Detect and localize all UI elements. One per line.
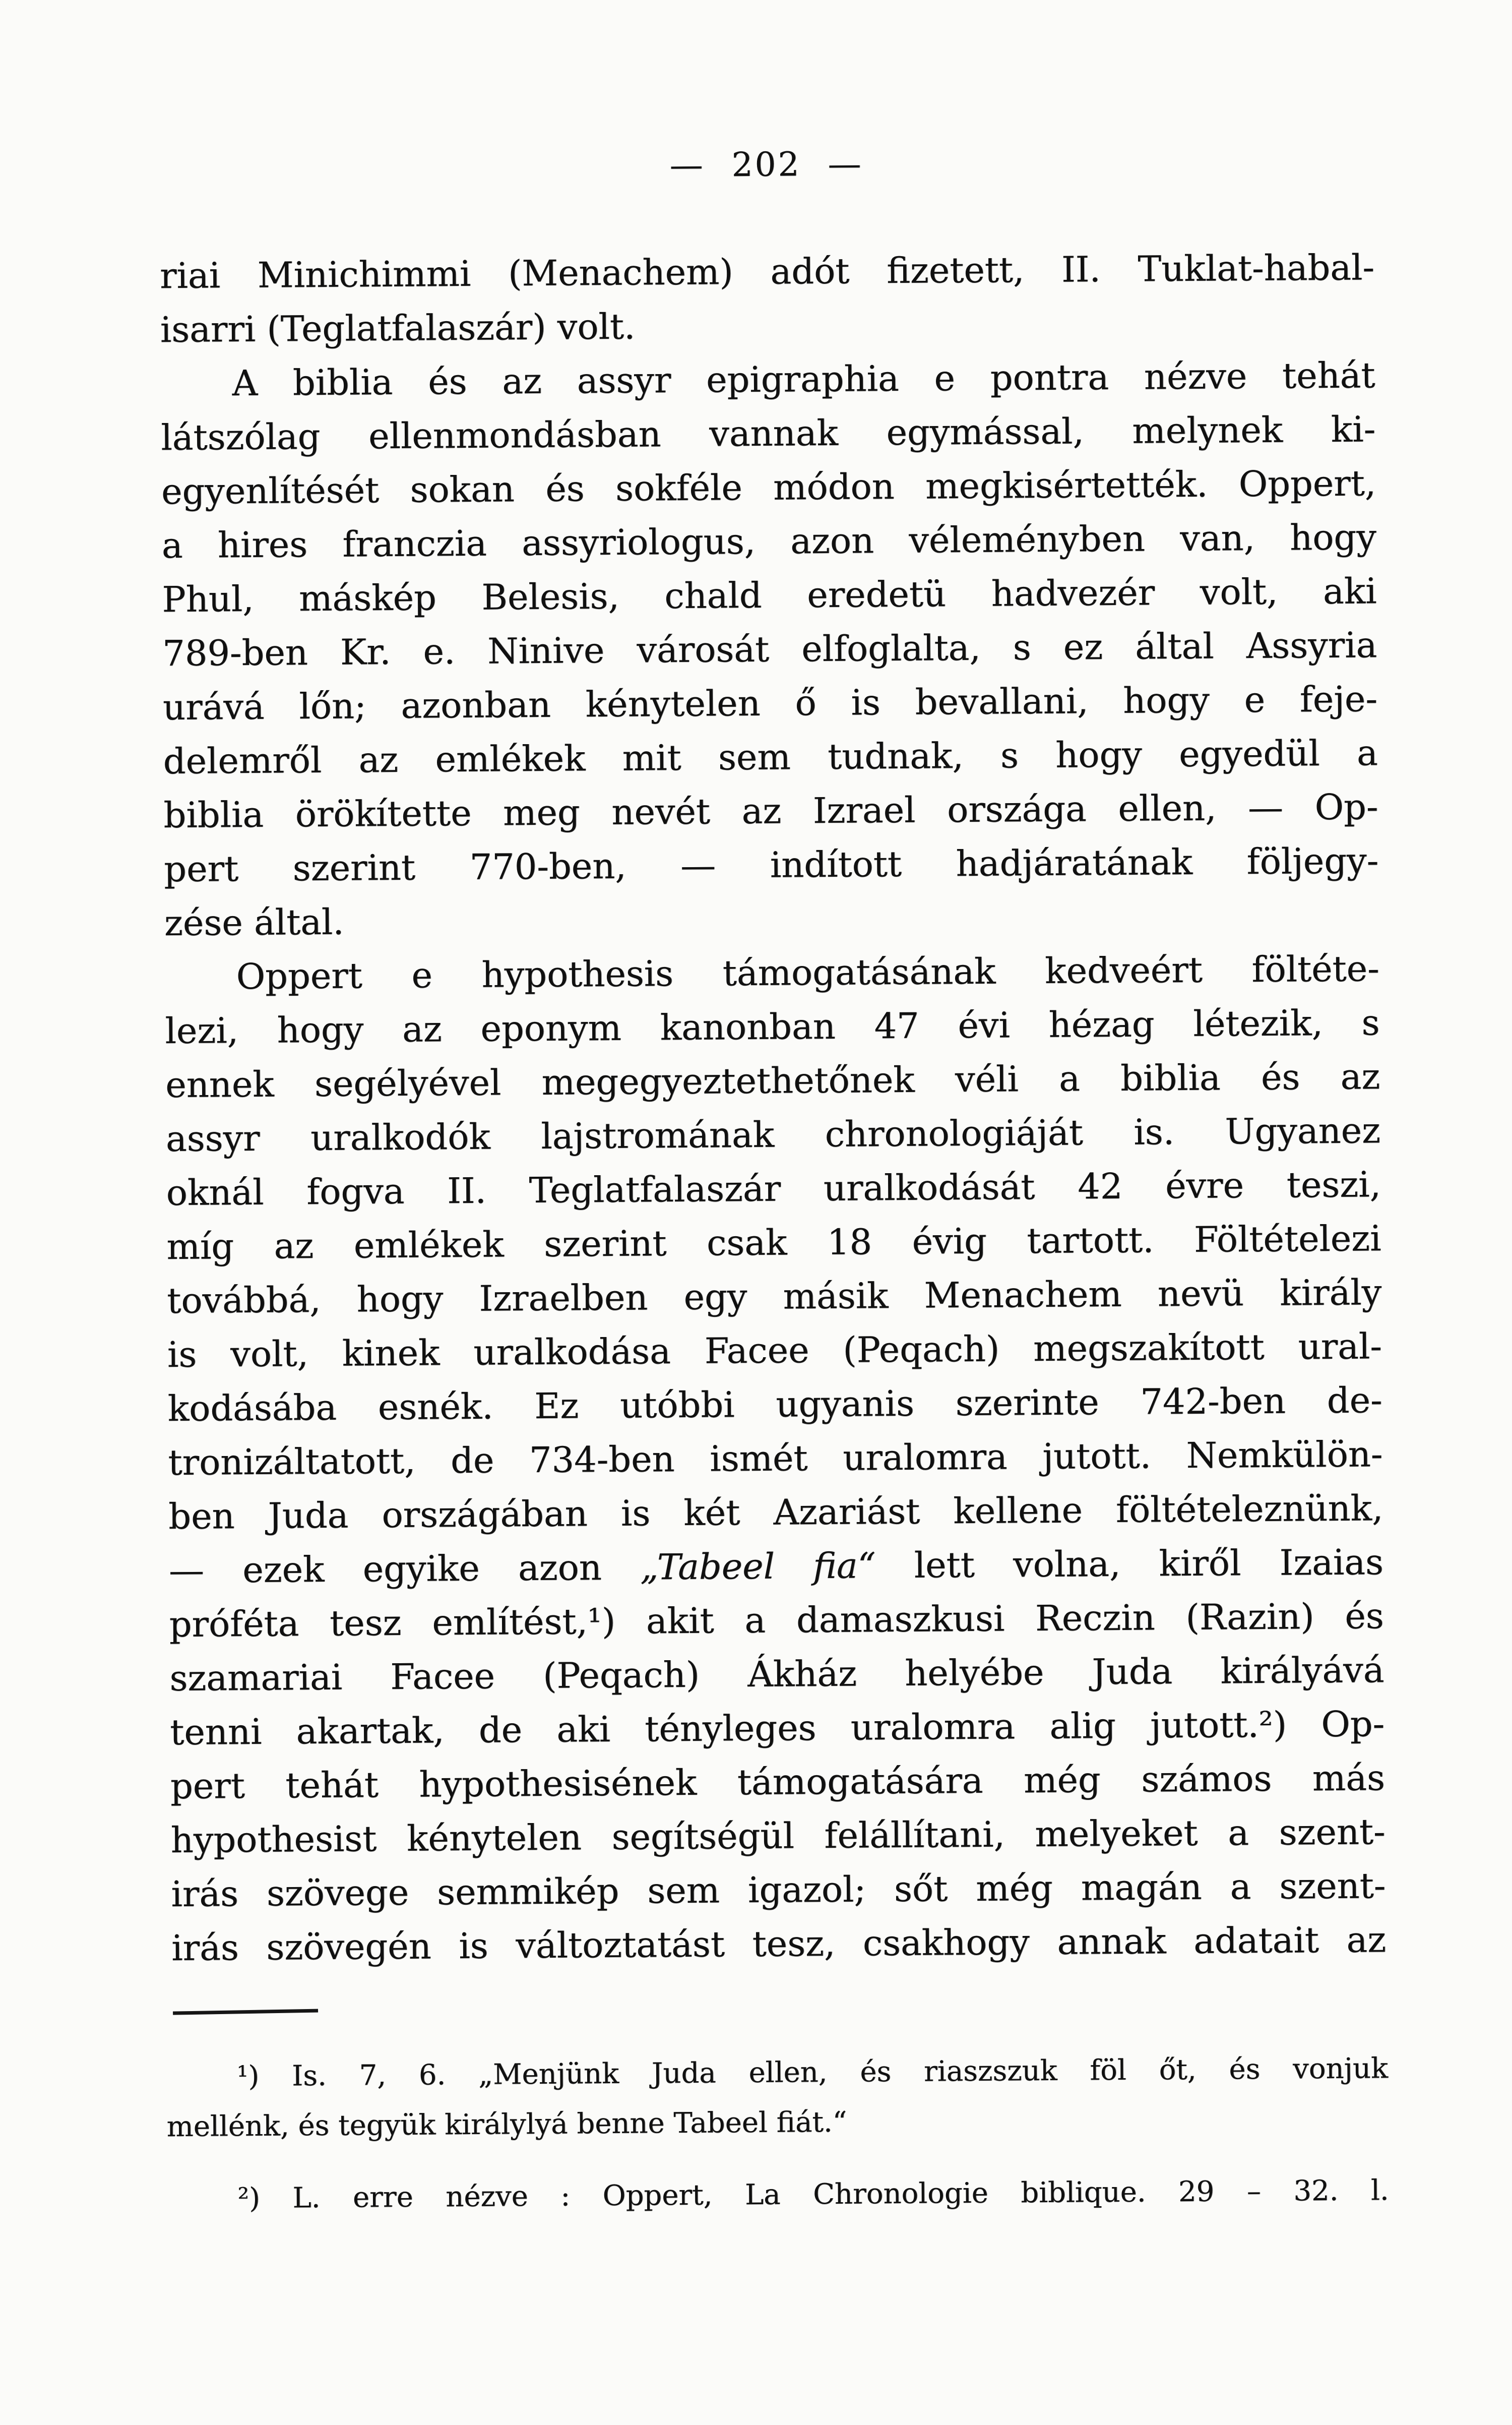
text-line [166, 1158, 1381, 1220]
text-line [165, 996, 1380, 1058]
footnote-line [167, 2165, 1389, 2224]
text-segment: próféta tesz említést,¹) akit a damaszkusi Reczin (Razin) és [169, 1595, 1384, 1646]
text-segment: is volt, kinek uralkodása Facee (Peqach) megszakított ural- [167, 1325, 1382, 1376]
text-segment: urává lőn; azonban kénytelen ő is bevallani, hogy e feje- [162, 678, 1378, 729]
text-line [162, 618, 1377, 681]
text-segment: lezi, hogy az eponym kanonban 47 évi hézag létezik, s [165, 1002, 1380, 1052]
text-segment: irás szövege semmikép sem igazol; sőt még magán a szent- [171, 1865, 1386, 1915]
text-line [163, 780, 1378, 842]
text-segment: biblia örökítette meg nevét az Izrael országa ellen, — Op- [163, 786, 1378, 836]
text-line [171, 1859, 1386, 1921]
text-line [167, 1265, 1382, 1328]
text-segment: ¹) Is. 7, 6. „Menjünk Juda ellen, és riaszszuk föl őt, és vonjuk [236, 2052, 1389, 2093]
text-segment: pert tehát hypothesisének támogatására még számos más [170, 1757, 1385, 1807]
body-text [160, 240, 1387, 1975]
text-segment: oknál fogva II. Teglatfalaszár uralkodását 42 évre teszi, [166, 1164, 1381, 1214]
footnotes [166, 2043, 1389, 2224]
text-line [161, 456, 1376, 519]
text-segment: hypothesist kénytelen segítségül felállítani, melyeket a szent- [170, 1811, 1385, 1861]
text-line [166, 1104, 1381, 1166]
text-segment: a hires franczia assyriologus, azon véleményben van, hogy [161, 516, 1376, 567]
text-line [168, 1427, 1383, 1490]
text-segment: pert szerint 770-ben, — indított hadjáratának följegy- [163, 840, 1379, 890]
text-line [165, 1050, 1380, 1112]
text-segment: isarri (Teglatfalaszár) volt. [160, 306, 636, 351]
text-line [167, 1373, 1382, 1436]
text-segment: riai Minichimmi (Menachem) adót fizetett, II. Tuklat-habal- [159, 247, 1375, 297]
text-segment: szamariai Facee (Peqach) Ákház helyébe Juda királyává [169, 1649, 1384, 1700]
text-segment: ennek segélyével megegyeztethetőnek véli a biblia és az [165, 1056, 1380, 1106]
text-segment: ben Juda országában is két Azariást kellene föltételeznünk, [168, 1487, 1383, 1538]
text-line [162, 564, 1377, 627]
text-line [166, 1211, 1381, 1274]
text-segment: tronizáltatott, de 734-ben ismét uralomra jutott. Nemkülön- [168, 1433, 1383, 1484]
text-line [161, 510, 1376, 573]
text-line [160, 240, 1375, 303]
text-line [170, 1697, 1385, 1760]
text-line [170, 1751, 1385, 1813]
text-segment: tenni akartak, de aki tényleges uralomra alig jutott.²) Op- [169, 1703, 1385, 1753]
text-line [163, 672, 1378, 735]
text-segment: kodásába esnék. Ez utóbbi ugyanis szerinte 742-ben de- [167, 1379, 1382, 1430]
footnote-line [166, 2043, 1389, 2102]
text-segment: míg az emlékek szerint csak 18 évig tartott. Föltételezi [166, 1218, 1381, 1268]
text-segment: továbbá, hogy Izraelben egy másik Menachem nevü király [166, 1271, 1382, 1322]
text-line [167, 1319, 1382, 1382]
text-segment: Oppert e hypothesis támogatásának kedveért föltéte- [236, 948, 1379, 998]
text-line [163, 726, 1378, 789]
text-line [169, 1643, 1384, 1706]
text-line [160, 348, 1375, 411]
text-segment: mellénk, és tegyük királylyá benne Tabeel fiát.“ [166, 2105, 847, 2144]
text-segment: — ezek egyike azon [168, 1546, 641, 1592]
text-line [164, 834, 1379, 896]
text-segment: lett volna, kiről Izaias [875, 1541, 1384, 1587]
text-segment: 789-ben Kr. e. Ninive városát elfoglalta, s ez által Assyria [162, 624, 1377, 675]
text-line [161, 402, 1376, 465]
text-segment: „Tabeel fia“ [640, 1545, 876, 1588]
text-line [169, 1589, 1384, 1652]
text-segment: A biblia és az assyr epigraphia e pontra nézve tehát [232, 354, 1375, 404]
text-line [168, 1481, 1383, 1544]
text-line [160, 294, 1375, 357]
footnote-separator [173, 2009, 318, 2015]
text-segment: ²) L. erre nézve : Oppert, La Chronologie biblique. 29 – 32. l. [237, 2174, 1389, 2215]
text-segment: Phul, máskép Belesis, chald eredetü hadvezér volt, aki [162, 570, 1377, 621]
text-line [171, 1913, 1387, 1975]
text-line [170, 1805, 1385, 1867]
page-number: — 202 — [669, 144, 863, 185]
text-segment: delemről az emlékek mit sem tudnak, s hogy egyedül a [163, 732, 1378, 782]
text-line [164, 888, 1379, 950]
text-segment: egyenlítését sokan és sokféle módon megkisértették. Oppert, [161, 462, 1376, 513]
footnote-line [166, 2093, 1389, 2152]
text-segment: látszólag ellenmondásban vannak egymással, melynek ki- [160, 408, 1376, 459]
text-line [169, 1535, 1384, 1598]
text-segment: assyr uralkodók lajstromának chronologiáját is. Ugyanez [165, 1110, 1381, 1160]
text-line [164, 942, 1379, 1004]
text-segment: zése által. [164, 901, 344, 944]
text-segment: irás szövegén is változtatást tesz, csakhogy annak adatait az [171, 1919, 1387, 1969]
